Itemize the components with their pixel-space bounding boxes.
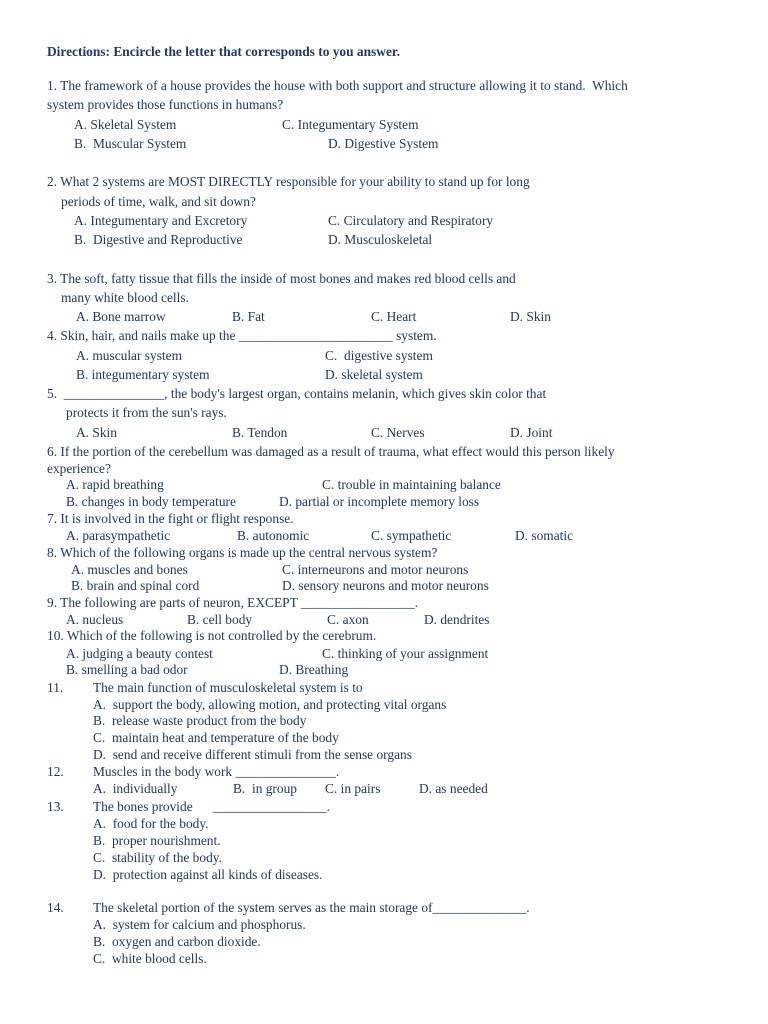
q14-option-b: B. oxygen and carbon dioxide. — [93, 934, 261, 949]
q4-option-a: A. muscular system — [76, 348, 182, 363]
q14-option-a: A. system for calcium and phosphorus. — [93, 917, 306, 932]
q9-option-b: B. cell body — [187, 612, 253, 627]
q6-option-a: A. rapid breathing — [66, 477, 164, 492]
q13-option-b: B. proper nourishment. — [93, 833, 221, 848]
q13-stem: The bones provide _________________. — [93, 799, 330, 814]
q2-stem-line1: 2. What 2 systems are MOST DIRECTLY responsible for your ability to stand up for long — [47, 174, 530, 189]
q5-option-a: A. Skin — [76, 425, 117, 440]
q12-number: 12. — [47, 764, 64, 779]
q10-option-a: A. judging a beauty contest — [66, 646, 213, 661]
q12-stem: Muscles in the body work _______________. — [93, 764, 340, 779]
q6-option-b: B. changes in body temperature — [66, 494, 236, 509]
q1-stem-line2: system provides those functions in humans? — [47, 97, 284, 112]
q11-option-c: C. maintain heat and temperature of the body — [93, 730, 339, 745]
q5-stem-line2: protects it from the sun's rays. — [66, 405, 227, 420]
q6-stem-line1: 6. If the portion of the cerebellum was damaged as a result of trauma, what effect would this person likely — [47, 444, 615, 459]
q12-option-a: A. individually — [93, 781, 178, 796]
q9-option-a: A. nucleus — [66, 612, 124, 627]
q1-option-c: C. Integumentary System — [282, 117, 419, 132]
q4-option-d: D. skeletal system — [325, 367, 423, 382]
q14-option-c: C. white blood cells. — [93, 951, 207, 966]
q11-stem: The main function of musculoskeletal system is to — [93, 680, 363, 695]
q2-option-d: D. Musculoskeletal — [328, 232, 433, 247]
q8-option-b: B. brain and spinal cord — [71, 578, 200, 593]
q1-option-b: B. Muscular System — [74, 136, 187, 151]
q5-option-b: B. Tendon — [232, 425, 288, 440]
q7-option-d: D. somatic — [515, 528, 574, 543]
q11-option-d: D. send and receive different stimuli from the sense organs — [93, 747, 412, 762]
q2-option-b: B. Digestive and Reproductive — [74, 232, 243, 247]
q4-option-b: B. integumentary system — [76, 367, 210, 382]
q7-option-c: C. sympathetic — [371, 528, 452, 543]
q11-option-a: A. support the body, allowing motion, and protecting vital organs — [93, 697, 447, 712]
q13-number: 13. — [47, 799, 64, 814]
q11-number: 11. — [47, 680, 64, 695]
q4-stem: 4. Skin, hair, and nails make up the _______________________ system. — [47, 328, 437, 343]
q1-option-a: A. Skeletal System — [74, 117, 177, 132]
q2-option-a: A. Integumentary and Excretory — [74, 213, 248, 228]
q12-option-c: C. in pairs — [325, 781, 381, 796]
q10-option-d: D. Breathing — [279, 662, 349, 677]
q13-option-c: C. stability of the body. — [93, 850, 222, 865]
q3-stem-line2: many white blood cells. — [61, 290, 189, 305]
q6-option-d: D. partial or incomplete memory loss — [279, 494, 480, 509]
q6-option-c: C. trouble in maintaining balance — [322, 477, 501, 492]
q3-option-b: B. Fat — [232, 309, 265, 324]
q2-option-c: C. Circulatory and Respiratory — [328, 213, 494, 228]
q9-option-d: D. dendrites — [424, 612, 490, 627]
q4-option-c: C. digestive system — [325, 348, 433, 363]
q1-option-d: D. Digestive System — [328, 136, 439, 151]
q12-option-d: D. as needed — [419, 781, 488, 796]
q10-option-b: B. smelling a bad odor — [66, 662, 188, 677]
q5-option-d: D. Joint — [510, 425, 553, 440]
q1-stem-line1: 1. The framework of a house provides the house with both support and structure allowing it to stand. Which — [47, 78, 628, 93]
q2-stem-line2: periods of time, walk, and sit down? — [61, 194, 256, 209]
q7-stem: 7. It is involved in the fight or flight response. — [47, 511, 294, 526]
q8-option-a: A. muscles and bones — [71, 562, 188, 577]
q5-option-c: C. Nerves — [371, 425, 425, 440]
q14-number: 14. — [47, 900, 64, 915]
q13-option-a: A. food for the body. — [93, 816, 209, 831]
q7-option-a: A. parasympathetic — [66, 528, 171, 543]
q14-stem: The skeletal portion of the system serves as the main storage of______________. — [93, 900, 530, 915]
q9-stem: 9. The following are parts of neuron, EXCEPT _________________. — [47, 595, 419, 610]
directions: Directions: Encircle the letter that corresponds to you answer. — [47, 44, 400, 59]
q13-option-d: D. protection against all kinds of diseases. — [93, 867, 323, 882]
q3-option-a: A. Bone marrow — [76, 309, 166, 324]
q12-option-b: B. in group — [233, 781, 297, 796]
q11-option-b: B. release waste product from the body — [93, 713, 307, 728]
q7-option-b: B. autonomic — [237, 528, 310, 543]
q6-stem-line2: experience? — [47, 461, 111, 476]
q3-option-c: C. Heart — [371, 309, 417, 324]
q3-option-d: D. Skin — [510, 309, 551, 324]
q10-stem: 10. Which of the following is not controlled by the cerebrum. — [47, 628, 377, 643]
q8-option-d: D. sensory neurons and motor neurons — [282, 578, 489, 593]
q8-stem: 8. Which of the following organs is made up the central nervous system? — [47, 545, 438, 560]
q9-option-c: C. axon — [327, 612, 369, 627]
q3-stem-line1: 3. The soft, fatty tissue that fills the inside of most bones and makes red blood cells and — [47, 271, 516, 286]
q5-stem-line1: 5. _______________, the body's largest organ, contains melanin, which gives skin color that — [47, 386, 547, 401]
q8-option-c: C. interneurons and motor neurons — [282, 562, 469, 577]
q10-option-c: C. thinking of your assignment — [322, 646, 489, 661]
